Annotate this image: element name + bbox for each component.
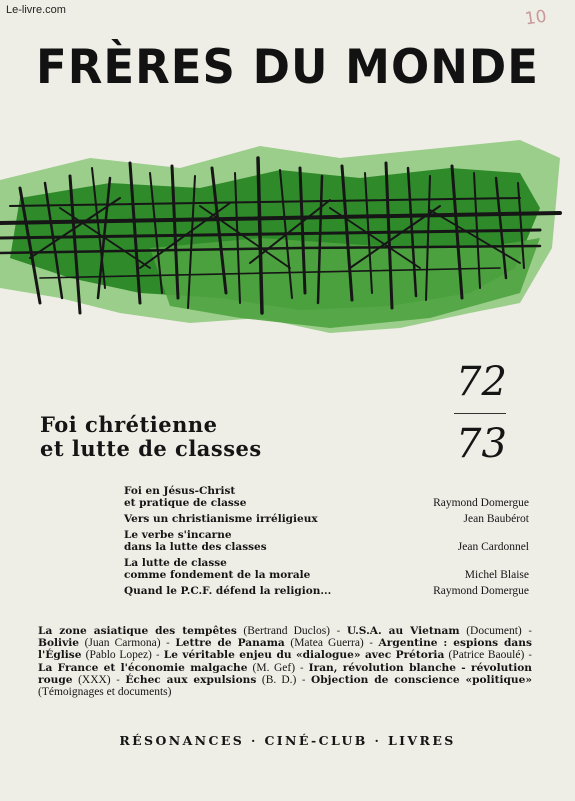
article-author: (M. Gef) <box>252 661 296 674</box>
table-of-contents <box>124 485 529 601</box>
article-author: (Juan Carmona) <box>84 637 161 650</box>
article-title: Échec aux expulsions <box>125 673 257 686</box>
article-title: Objection de conscience «politique» <box>311 673 532 686</box>
article-author: (Patrice Baoulé) <box>448 649 525 662</box>
toc-entry-title: Vers un christianisme irréligieux <box>124 513 318 525</box>
article-author: (Document) <box>466 625 522 637</box>
issue-divider <box>454 413 506 414</box>
toc-entry <box>124 513 529 525</box>
issue-number-73: 73 <box>456 421 507 467</box>
toc-entry-title: Le verbe s'incarne dans la lutte des classes <box>124 529 267 553</box>
watermark: Le-livre.com <box>6 4 66 16</box>
toc-entry-title: Foi en Jésus-Christ et pratique de classe <box>124 485 247 509</box>
article-title: Bolivie <box>38 637 79 650</box>
article-title: U.S.A. au Vietnam <box>346 625 460 637</box>
article-title: Lettre de Panama <box>175 637 285 650</box>
cover-illustration <box>0 128 575 348</box>
toc-entry <box>124 529 529 553</box>
article-title: Argentine : espions dans l'Église <box>38 637 532 662</box>
article-title: La zone asiatique des tempêtes <box>38 625 237 637</box>
handwritten-note: 10 <box>524 6 549 30</box>
article-author: (Témoignages et documents) <box>38 686 172 699</box>
cover-footer: RÉSONANCES · CINÉ-CLUB · LIVRES <box>119 733 456 748</box>
article-title: Iran, révolution blanche - révolution rouge <box>38 661 532 686</box>
article-title: Le véritable enjeu du «dialogue» avec Prétoria <box>163 649 445 662</box>
theme-line-1: Foi chrétienne <box>40 412 218 437</box>
toc-entry-author: Michel Blaise <box>464 569 529 581</box>
issue-theme <box>40 413 262 461</box>
toc-entry-author: Jean Baubérot <box>463 513 529 525</box>
article-title: La France et l'économie malgache <box>38 661 248 674</box>
article-author: (Bertrand Duclos) <box>243 625 331 637</box>
toc-entry-author: Raymond Domergue <box>433 497 529 509</box>
theme-line-2: et lutte de classes <box>40 436 262 461</box>
magazine-title: FRÈRES DU MONDE <box>36 38 539 95</box>
toc-entry <box>124 557 529 581</box>
article-author: (XXX) <box>78 673 111 686</box>
toc-entry <box>124 485 529 509</box>
toc-entry-author: Jean Cardonnel <box>457 541 529 553</box>
article-author: (Pablo Lopez) <box>85 649 152 662</box>
toc-entry-title: La lutte de classe comme fondement de la morale <box>124 557 311 581</box>
article-author: (B. D.) <box>261 673 297 686</box>
article-summary: La zone asiatique des tempêtes (Bertrand Duclos) - U.S.A. au Vietnam (Document) - Bolivie (Juan Carmona) - Lettre de Panama (Matea Guerra) - Argentine : espions dans l'Église (Pablo Lopez) - Le véritable enjeu du «dialogue» avec Prétoria (Patrice Baoulé) - La France et l'économie malgache (M. Gef) - Iran, révolution blanche - révolution rouge (XXX) - Échec aux expulsions (B. D.) - Objection de conscience «politique» (Témoignages et documents) <box>38 625 532 699</box>
article-author: (Matea Guerra) <box>290 637 364 650</box>
issue-number-72: 72 <box>456 359 507 405</box>
toc-entry-title: Quand le P.C.F. défend la religion... <box>124 585 332 597</box>
toc-entry-author: Raymond Domergue <box>433 585 529 597</box>
toc-entry <box>124 585 529 597</box>
